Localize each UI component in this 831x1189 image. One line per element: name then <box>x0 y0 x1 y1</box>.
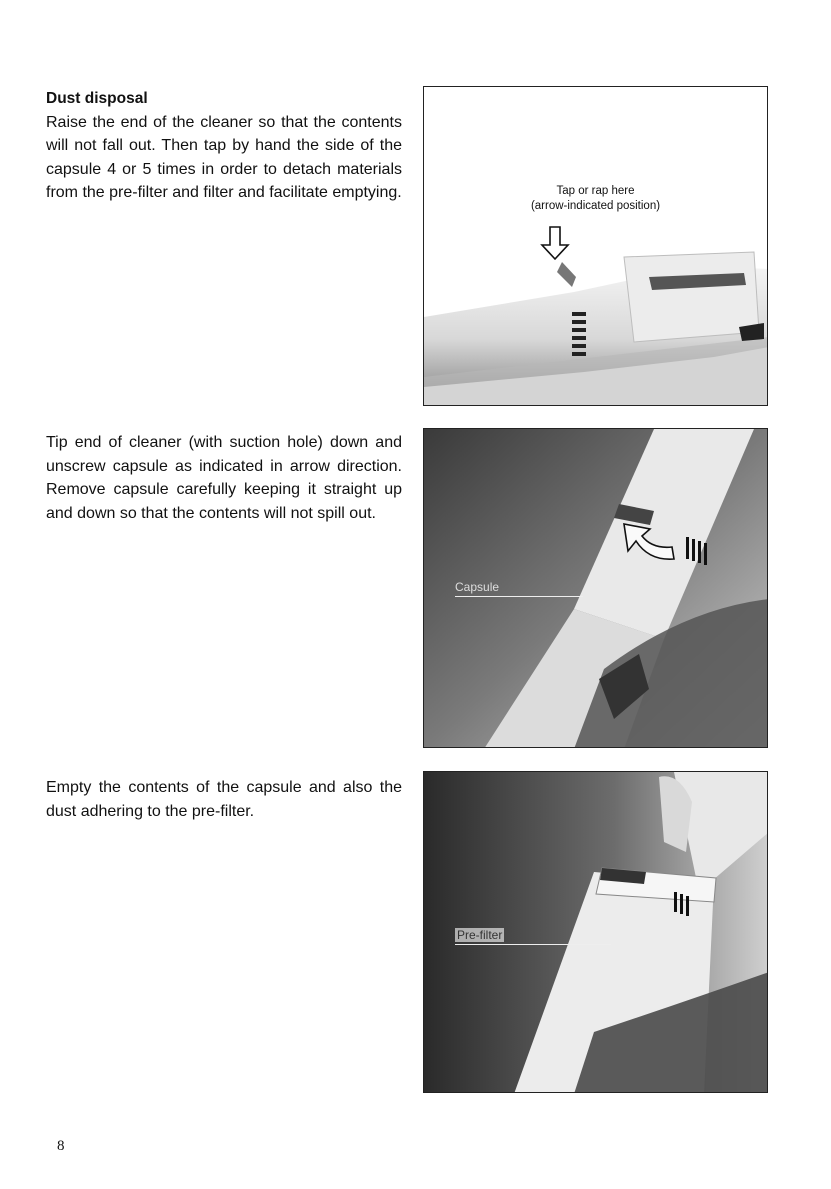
tap-location-photo <box>423 86 768 406</box>
unscrew-capsule-photo <box>423 428 768 748</box>
vacuum-cleaner-illustration <box>424 87 768 406</box>
dust-disposal-section <box>46 87 402 205</box>
section-heading: Dust disposal <box>46 90 148 107</box>
pre-filter-label <box>455 928 611 945</box>
pre-filter-photo <box>423 771 768 1093</box>
pre-filter-label-text: Pre-filter <box>457 928 503 942</box>
remove-capsule-text: Tip end of cleaner (with suction hole) down and unscrew capsule as indicated in arrow direction. Remove capsule carefully keeping it straight up and down so that the contents will not spill out. <box>46 434 402 522</box>
arrow-down-icon <box>542 227 568 259</box>
dust-disposal-text: Raise the end of the cleaner so that the contents will not fall out. Then tap by hand the side of the capsule 4 or 5 times in order to detach materials from the pre-filter and filter and facilitate emptying. <box>46 113 402 201</box>
empty-capsule-text: Empty the contents of the capsule and also the dust adhering to the pre-filter. <box>46 779 402 820</box>
empty-capsule-section <box>46 776 402 823</box>
tap-caption-line2: (arrow-indicated position) <box>530 200 661 212</box>
remove-capsule-section <box>46 431 402 525</box>
tap-caption-line1: Tap or rap here <box>556 185 635 197</box>
capsule-label: Capsule <box>455 580 583 597</box>
tap-caption <box>424 184 767 214</box>
page-number: 8 <box>57 1138 65 1154</box>
